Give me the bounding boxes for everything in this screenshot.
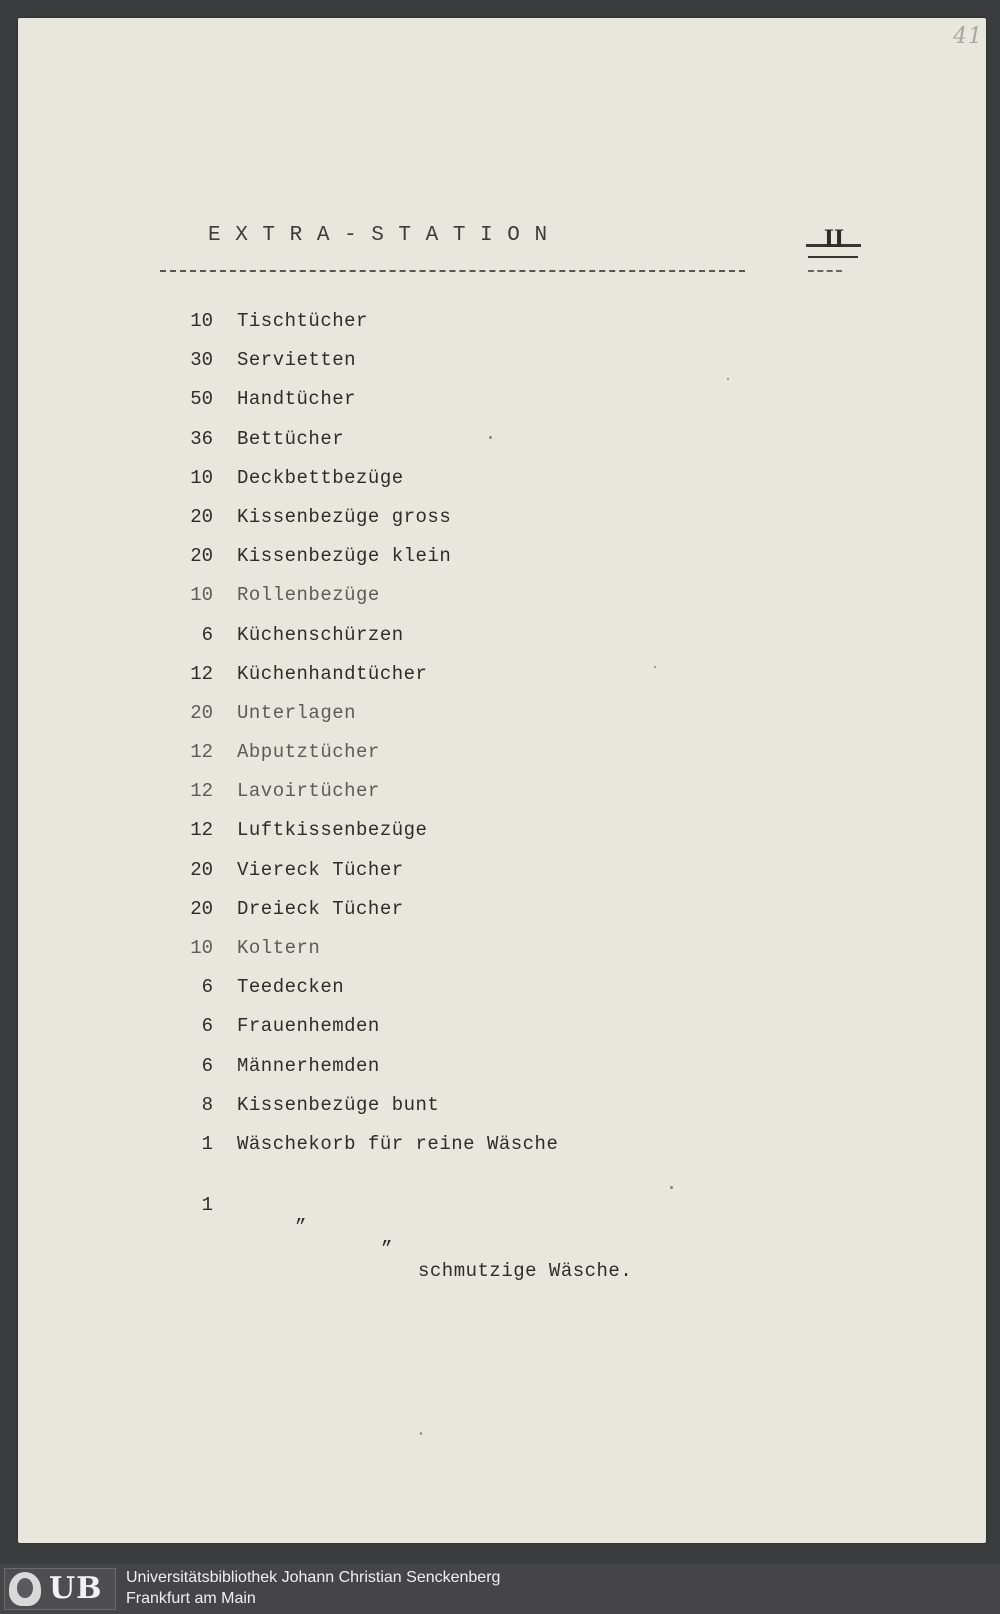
item-name: Luftkissenbezüge (237, 819, 428, 842)
list-item (158, 663, 798, 702)
list-item (158, 624, 798, 663)
item-quantity: 30 (190, 349, 213, 372)
numeral-bottom-bar (808, 256, 858, 258)
item-quantity: 10 (190, 584, 213, 607)
list-item (158, 898, 798, 937)
item-name: Küchenschürzen (237, 623, 404, 646)
item-quantity: 1 (201, 1194, 213, 1217)
list-item (158, 976, 798, 1015)
item-name: Teedecken (237, 976, 345, 999)
item-quantity: 20 (190, 505, 213, 528)
item-quantity: 10 (190, 937, 213, 959)
item-name: Abputztücher (237, 741, 380, 764)
paper-speck (670, 1186, 673, 1189)
item-name: Dreieck Tücher (237, 897, 404, 920)
paper-speck (654, 666, 656, 668)
list-item (158, 506, 798, 545)
item-name: Kissenbezüge gross (237, 505, 452, 528)
item-quantity: 12 (190, 780, 213, 803)
list-item (158, 1015, 798, 1054)
item-quantity: 20 (190, 897, 213, 920)
item-name: Servietten (237, 349, 357, 372)
list-item-last (158, 1172, 798, 1283)
paper-speck (420, 1432, 422, 1435)
item-quantity: 12 (190, 741, 213, 764)
item-name: Handtücher (237, 388, 357, 411)
list-item (158, 467, 798, 506)
list-item (158, 584, 798, 623)
item-quantity: 6 (201, 623, 213, 646)
library-city: Frankfurt am Main (126, 1590, 256, 1607)
item-quantity: 12 (190, 662, 213, 685)
list-item (158, 859, 798, 898)
item-quantity: 8 (201, 1093, 213, 1116)
item-name: Frauenhemden (237, 1015, 380, 1038)
item-name: Rollenbezüge (237, 584, 380, 607)
library-name: Universitätsbibliothek Johann Christian Senckenberg (126, 1569, 501, 1586)
item-name: Wäschekorb für reine Wäsche (237, 1132, 559, 1155)
item-quantity: 20 (190, 701, 213, 724)
document-title: E X T R A - S T A T I O N (208, 224, 549, 247)
list-item (158, 937, 798, 976)
item-quantity: 6 (201, 976, 213, 999)
list-item (158, 388, 798, 427)
logo-text: UB (49, 1571, 103, 1606)
item-quantity: 20 (190, 545, 213, 568)
list-item (158, 545, 798, 584)
item-name: Unterlagen (237, 701, 357, 724)
title-underline (160, 270, 745, 272)
item-quantity: 10 (190, 310, 213, 332)
pencil-page-number: 41 (953, 24, 983, 49)
portrait-icon (9, 1572, 41, 1606)
list-item (158, 780, 798, 819)
ditto-mark-2: ” (381, 1238, 393, 1261)
item-name: Tischtücher (237, 310, 368, 332)
item-quantity: 1 (201, 1132, 213, 1155)
item-name: Kissenbezüge klein (237, 545, 452, 568)
item-name: Koltern (237, 937, 321, 959)
station-numeral: II (823, 224, 845, 253)
paper-speck (727, 378, 729, 380)
item-quantity: 50 (190, 388, 213, 411)
item-name: Deckbettbezüge (237, 466, 404, 489)
item-name: Viereck Tücher (237, 858, 404, 881)
item-quantity: 10 (190, 466, 213, 489)
list-item (158, 310, 798, 349)
item-name: schmutzige Wäsche. (418, 1260, 633, 1283)
numeral-underline (808, 270, 842, 272)
list-item (158, 1094, 798, 1133)
item-name: Bettücher (237, 427, 345, 450)
item-quantity: 6 (201, 1054, 213, 1077)
item-name: Männerhemden (237, 1054, 380, 1077)
item-name: Lavoirtücher (237, 780, 380, 803)
paper-speck (489, 436, 492, 439)
item-name: Kissenbezüge bunt (237, 1093, 440, 1116)
item-quantity: 12 (190, 819, 213, 842)
item-quantity: 20 (190, 858, 213, 881)
item-quantity: 36 (190, 427, 213, 450)
ditto-mark-1: ” (295, 1216, 307, 1239)
list-item (158, 741, 798, 780)
list-item (158, 819, 798, 858)
list-item (158, 349, 798, 388)
item-quantity: 6 (201, 1015, 213, 1038)
library-footer (0, 1564, 1000, 1614)
list-item (158, 1055, 798, 1094)
library-logo (4, 1568, 116, 1610)
linen-inventory-list (158, 310, 798, 1283)
list-item (158, 702, 798, 741)
list-item (158, 1133, 798, 1172)
item-name: Küchenhandtücher (237, 662, 428, 685)
list-item (158, 428, 798, 467)
document-page (18, 18, 986, 1543)
